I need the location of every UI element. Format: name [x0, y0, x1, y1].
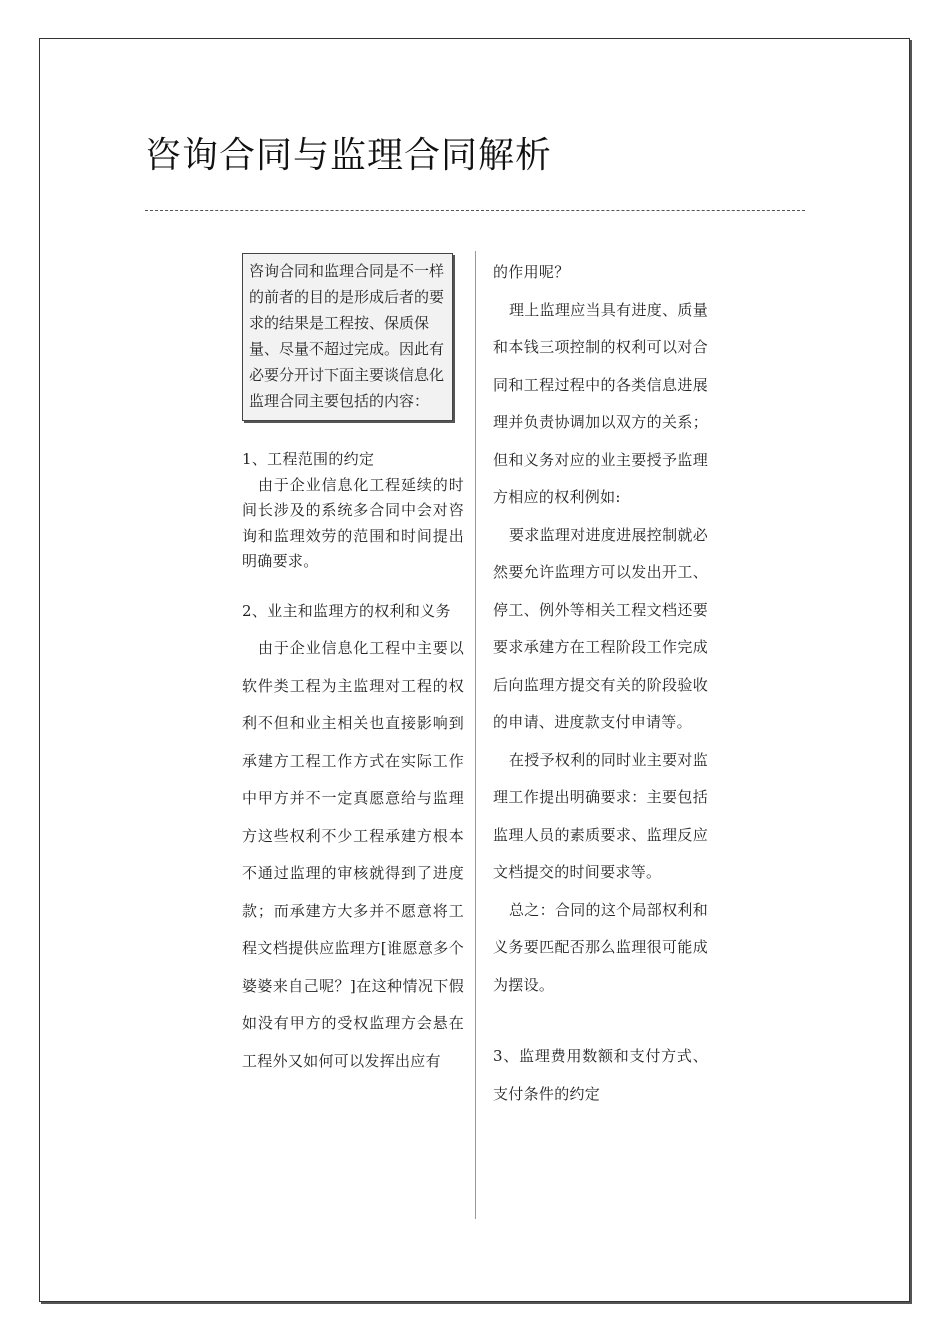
- document-title: 咨询合同与监理合同解析: [145, 135, 553, 176]
- summary-paragraph: 总之：合同的这个局部权利和义务要匹配否那么监理很可能成为摆设。: [493, 900, 708, 994]
- section-2-body: 由于企业信息化工程中主要以软件类工程为主监理对工程的权利不但和业主相关也直接影响到承建方工程工作方式在实际工作中甲方并不一定真愿意给与监理方这些权利不少工程承建方根本不通过监理的审核就得到了进度款；而承建方大多并不愿意将工程文档提供应监理方[谁愿意多个婆婆来自己呢？]在这种情况下假如没有甲方的受权监理方会悬在工程外又如何可以发挥出应有: [242, 639, 464, 1070]
- continued-text: 的作用呢？: [493, 263, 570, 281]
- owner-requirements-paragraph: 在授予权利的同时业主要对监理工作提出明确要求：主要包括监理人员的素质要求、监理反应文档提交的时间要求等。: [493, 750, 708, 881]
- column-divider: [475, 251, 476, 1219]
- section-1-heading: 1、工程范围的约定: [242, 450, 375, 468]
- progress-control-paragraph: 要求监理对进度进展控制就必然要允许监理方可以发出开工、停工、例外等相关工程文档还要要求承建方在工程阶段工作完成后向监理方提交有关的阶段验收的申请、进度款支付申请等。: [493, 525, 708, 731]
- section-3-heading: 3、监理费用数额和支付方式、支付条件的约定: [493, 1047, 708, 1103]
- left-column: [242, 251, 464, 1080]
- document-page: [39, 38, 910, 1302]
- right-column: [493, 251, 708, 1113]
- title-divider: [145, 210, 805, 211]
- section-2-heading: 2、业主和监理方的权利和义务: [242, 601, 451, 620]
- control-rights-paragraph: 理上监理应当具有进度、质量和本钱三项控制的权利可以对合同和工程过程中的各类信息进展理并负责协调加以双方的关系；但和义务对应的业主要授予监理方相应的权利例如:: [493, 300, 708, 506]
- section-1-body: 由于企业信息化工程延续的时间长涉及的系统多合同中会对咨询和监理效劳的范围和时间提出明确要求。: [242, 475, 464, 570]
- intro-callout-box: 咨询合同和监理合同是不一样的前者的目的是形成后者的要求的结果是工程按、保质保量、尽量不超过完成。因此有必要分开讨下面主要谈信息化监理合同主要包括的内容：: [242, 253, 453, 421]
